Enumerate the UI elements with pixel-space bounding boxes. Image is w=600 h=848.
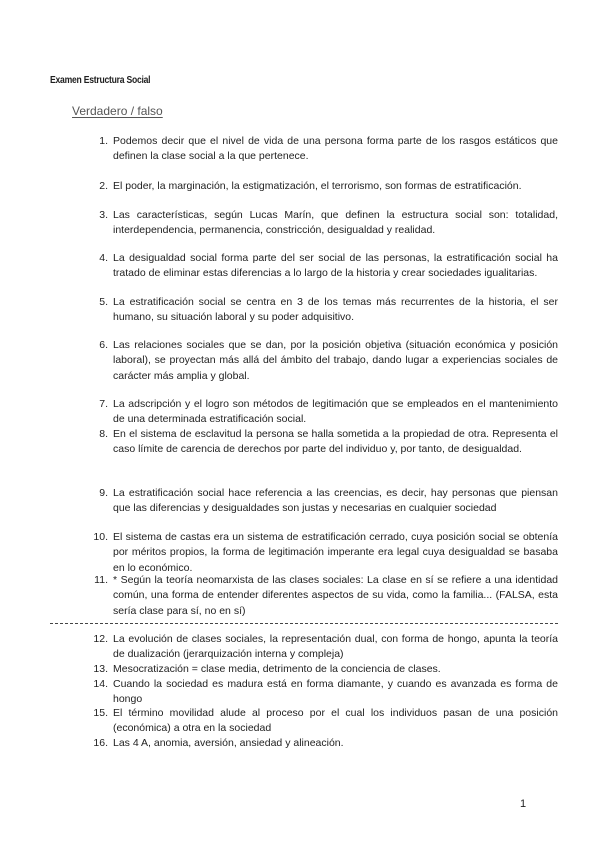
item-number: 9. xyxy=(99,487,108,499)
list-item xyxy=(88,208,558,239)
item-text: El sistema de castas era un sistema de estratificación cerrado, cuya posición social se obtenía por méritos propios, la forma de legitimación imperante era legal cuya desigualdad se basaba en lo económico. xyxy=(113,531,558,574)
item-text: El término movilidad alude al proceso por el cual los individuos pasan de una posición (económica) a otra en la sociedad xyxy=(113,707,558,734)
item-number: 11. xyxy=(94,574,108,586)
item-number: 16. xyxy=(93,737,108,749)
item-number: 15. xyxy=(93,707,108,719)
list-item xyxy=(88,295,558,326)
item-number: 2. xyxy=(99,180,108,192)
item-text: Las 4 A, anomia, aversión, ansiedad y alineación. xyxy=(113,737,344,749)
item-number: 8. xyxy=(99,428,108,440)
list-item xyxy=(88,134,558,165)
section-heading: Verdadero / falso xyxy=(72,104,163,118)
list-item xyxy=(88,736,558,751)
item-text: La evolución de clases sociales, la representación dual, con forma de hongo, apunta la teoría de dualización (jerarquización interna y compleja) xyxy=(113,633,558,660)
item-text: La estratificación social se centra en 3 de los temas más recurrentes de la historia, el ser humano, su situación laboral y su poder adquisitivo. xyxy=(113,296,558,324)
list-item xyxy=(88,573,558,619)
item-number: 4. xyxy=(99,252,108,264)
list-item xyxy=(88,530,558,576)
document-title: Examen Estructura Social xyxy=(50,74,151,86)
item-number: 13. xyxy=(93,663,108,675)
list-item xyxy=(88,251,558,282)
list-item xyxy=(88,427,558,458)
item-number: 1. xyxy=(99,135,108,147)
item-text: La adscripción y el logro son métodos de legitimación que se empleados en el mantenimiento de una determinada estratificación social. xyxy=(113,398,558,426)
list-item xyxy=(88,397,558,428)
item-number: 14. xyxy=(93,678,108,690)
item-text: Cuando la sociedad es madura está en forma diamante, y cuando es avanzada es forma de hongo xyxy=(113,678,558,705)
item-number: 12. xyxy=(93,633,108,645)
list-item xyxy=(88,662,558,677)
item-number: 3. xyxy=(99,209,108,221)
item-text: En el sistema de esclavitud la persona se halla sometida a la propiedad de otra. Representa el caso límite de carencia de derechos por parte del individuo y, por tanto, de desigualdad. xyxy=(113,428,558,456)
list-item xyxy=(88,486,558,517)
item-number: 6. xyxy=(99,339,108,351)
item-text: El poder, la marginación, la estigmatización, el terrorismo, son formas de estratificación. xyxy=(113,180,522,192)
list-item xyxy=(88,179,558,194)
item-number: 10. xyxy=(93,531,108,543)
item-text: Podemos decir que el nivel de vida de una persona forma parte de los rasgos estáticos que definen la clase social a la que pertenece. xyxy=(113,135,558,163)
item-text: La estratificación social hace referencia a las creencias, es decir, hay personas que piensan que las diferencias y desigualdades son justas y necesarias en cualquier sociedad xyxy=(113,487,558,515)
item-number: 7. xyxy=(99,398,108,410)
list-item xyxy=(88,677,558,706)
list-item xyxy=(88,338,558,384)
item-text: Mesocratización = clase media, detrimento de la conciencia de clases. xyxy=(113,663,441,675)
list-item xyxy=(88,632,558,661)
section-divider xyxy=(50,623,558,624)
item-text: La desigualdad social forma parte del ser social de las personas, la estratificación social ha tratado de eliminar estas diferencias a lo largo de la historia y crear sociedades igualitarias. xyxy=(113,252,558,280)
page-number: 1 xyxy=(520,798,527,810)
item-number: 5. xyxy=(99,296,108,308)
item-text: Las relaciones sociales que se dan, por la posición objetiva (situación económica y posición laboral), se proyectan más allá del ámbito del trabajo, dando lugar a experiencias sociales de carácter más amplia y global. xyxy=(113,339,558,382)
list-item xyxy=(88,706,558,735)
item-text: Las características, según Lucas Marín, que definen la estructura social son: totalidad, interdependencia, permanencia, constricción, desigualdad y realidad. xyxy=(113,209,558,237)
item-text: * Según la teoría neomarxista de las clases sociales: La clase en sí se refiere a una identidad común, una forma de entender diferentes aspectos de su vida, como la familia... (FALSA, esta sería clase para sí, no en sí) xyxy=(113,574,558,617)
